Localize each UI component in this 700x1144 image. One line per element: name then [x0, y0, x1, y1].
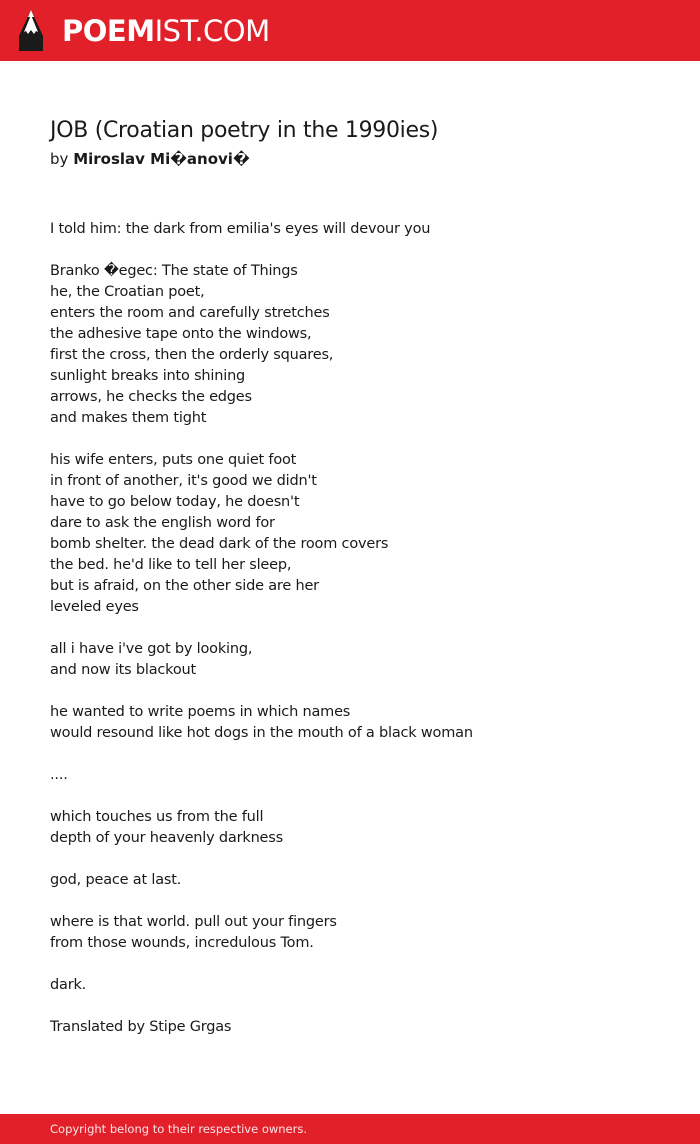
poem-line: all i have i've got by looking,: [50, 641, 253, 657]
poem-line: first the cross, then the orderly squares,: [50, 347, 334, 363]
stanza-break: [50, 996, 650, 1017]
site-header: [0, 0, 700, 61]
poem-line: he wanted to write poems in which names: [50, 704, 351, 720]
by-label: by: [50, 150, 69, 168]
poem-line: would resound like hot dogs in the mouth of a black woman: [50, 725, 473, 741]
poem-line: and makes them tight: [50, 410, 207, 426]
poem-line: have to go below today, he doesn't: [50, 494, 300, 510]
poem-line: sunlight breaks into shining: [50, 368, 246, 384]
stanza-break: [50, 681, 650, 702]
poem-line: Branko �egec: The state of Things: [50, 263, 298, 279]
logo-text-light: IST.COM: [154, 14, 270, 48]
poem-line: depth of your heavenly darkness: [50, 830, 283, 846]
stanza-break: [50, 849, 650, 870]
stanza-break: [50, 744, 650, 765]
poem-line: his wife enters, puts one quiet foot: [50, 452, 297, 468]
poem-line: and now its blackout: [50, 662, 197, 678]
site-footer: [0, 1114, 700, 1144]
poem-line: god, peace at last.: [50, 872, 182, 888]
copyright-notice: Copyright belong to their respective owners.: [50, 1122, 308, 1136]
poem-line: in front of another, it's good we didn't: [50, 473, 317, 489]
poem-line: arrows, he checks the edges: [50, 389, 252, 405]
stanza-break: [50, 891, 650, 912]
poem-title: JOB (Croatian poetry in the 1990ies): [50, 118, 439, 143]
poem-line: he, the Croatian poet,: [50, 284, 205, 300]
poem-line: the adhesive tape onto the windows,: [50, 326, 312, 342]
stanza-break: [50, 954, 650, 975]
logo-text-bold: POEM: [62, 14, 155, 48]
poem-line: I told him: the dark from emilia's eyes will devour you: [50, 221, 431, 237]
poem-line: enters the room and carefully stretches: [50, 305, 330, 321]
poem-author[interactable]: Miroslav Mi�anovi�: [73, 150, 250, 168]
poem-line: from those wounds, incredulous Tom.: [50, 935, 314, 951]
stanza-break: [50, 786, 650, 807]
stanza-break: [50, 240, 650, 261]
poem-byline: [50, 149, 250, 169]
poem-line: but is afraid, on the other side are her: [50, 578, 319, 594]
site-logo[interactable]: [62, 14, 270, 48]
poem-line: bomb shelter. the dead dark of the room covers: [50, 536, 389, 552]
poem-line: dare to ask the english word for: [50, 515, 275, 531]
poem-line: the bed. he'd like to tell her sleep,: [50, 557, 292, 573]
poem-line: ....: [50, 767, 68, 783]
stanza-break: [50, 429, 650, 450]
stanza-break: [50, 618, 650, 639]
poem-line: dark.: [50, 977, 87, 993]
poem-line: leveled eyes: [50, 599, 139, 615]
poem-line: where is that world. pull out your fingers: [50, 914, 337, 930]
poem-line: Translated by Stipe Grgas: [50, 1019, 232, 1035]
poem-line: which touches us from the full: [50, 809, 264, 825]
poem-body: [50, 219, 650, 1038]
pencil-tip-icon[interactable]: [18, 10, 44, 51]
